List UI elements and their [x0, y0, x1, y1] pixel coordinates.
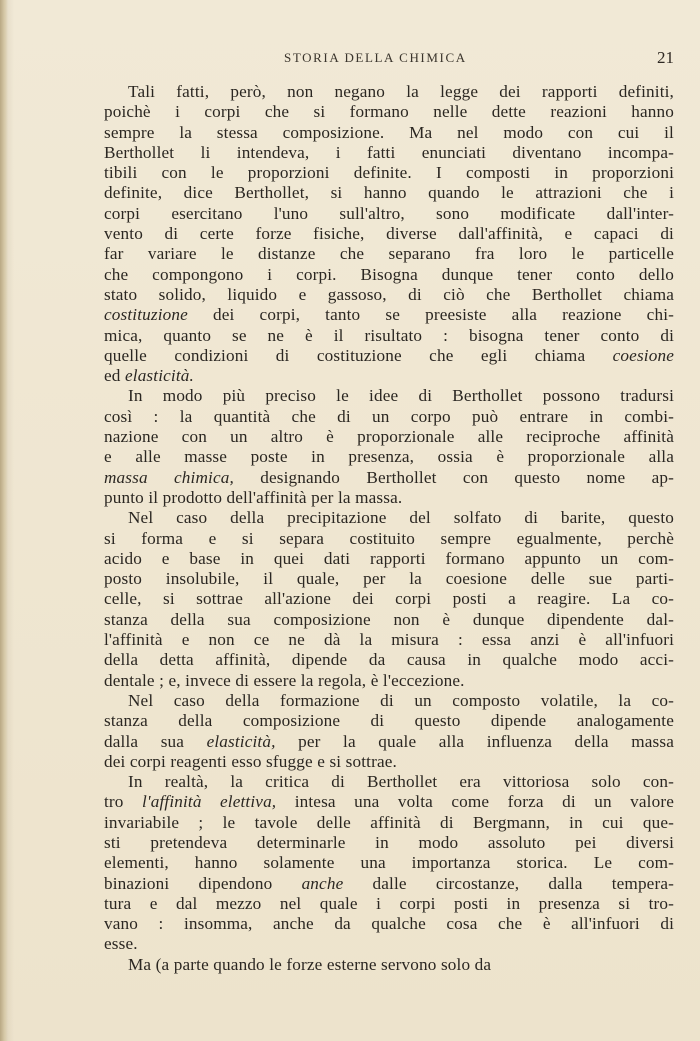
- text-line: [104, 772, 674, 792]
- text-line: [104, 102, 674, 122]
- text-line: [104, 650, 674, 670]
- text-run: così : la quantità che di un corpo può entrare in combi-: [104, 406, 674, 426]
- text-line: [104, 447, 674, 467]
- text-line: [104, 792, 674, 812]
- text-line: [104, 468, 674, 488]
- page-gutter-shadow: [0, 0, 8, 1041]
- text-run: celle, si sottrae all'azione dei corpi posti a reagire. La co-: [104, 589, 674, 609]
- text-run: dei corpi, tanto se preesiste alla reazione chi-: [187, 305, 674, 325]
- text-run: posto insolubile, il quale, per la coesione delle sue parti-: [104, 569, 674, 589]
- text-line: [104, 589, 674, 609]
- text-run: tibili con le proporzioni definite. I composti in proporzioni: [104, 163, 674, 183]
- text-line: [104, 610, 674, 630]
- paragraph: [104, 82, 674, 386]
- text-run: Berthollet li intendeva, i fatti enunciati diventano incompa-: [104, 142, 674, 162]
- text-line: [104, 732, 674, 752]
- text-line: [104, 427, 674, 447]
- text-run: definite, dice Berthollet, si hanno quando le attrazioni che i: [104, 183, 674, 203]
- italic-term: massa chimica,: [104, 467, 234, 487]
- text-run: Nel caso della precipitazione del solfato di barite, questo: [128, 508, 674, 528]
- text-run: dentale ; e, invece di essere la regola, è l'eccezione.: [104, 670, 465, 690]
- text-run: si forma e si separa costituito sempre egualmente, perchè: [104, 528, 674, 548]
- text-run: stanza della sua composizione non è dunque dipendente dal-: [104, 609, 674, 629]
- text-line: [104, 569, 674, 589]
- text-run: tro: [104, 792, 142, 812]
- italic-term: anche: [301, 873, 344, 893]
- text-line: [104, 386, 674, 406]
- text-run: acido e base in quei dati rapporti formano appunto un com-: [104, 548, 674, 568]
- text-line: [104, 752, 674, 772]
- text-run: In realtà, la critica di Berthollet era vittoriosa solo con-: [128, 772, 674, 792]
- italic-term: l'affinità elettiva,: [141, 792, 277, 812]
- text-line: [104, 143, 674, 163]
- text-run: elementi, hanno solamente una importanza storica. Le com-: [104, 853, 674, 873]
- text-run: esse.: [104, 934, 138, 954]
- text-line: [104, 894, 674, 914]
- text-run: punto il prodotto dell'affinità per la massa.: [104, 487, 403, 507]
- text-run: tura e dal mezzo nel quale i corpi posti in presenza si tro-: [104, 893, 674, 913]
- text-run: sti pretendeva determinarle in modo assoluto pei diversi: [104, 832, 674, 852]
- text-line: [104, 671, 674, 691]
- text-run: stato solido, liquido e gassoso, di ciò che Berthollet chiama: [104, 284, 674, 304]
- text-line: [104, 244, 674, 264]
- text-line: [104, 914, 674, 934]
- text-line: [104, 204, 674, 224]
- text-run: mica, quanto se ne è il risultato : bisogna tener conto di: [104, 325, 674, 345]
- text-line: [104, 508, 674, 528]
- paragraph: [104, 772, 674, 955]
- text-line: [104, 285, 674, 305]
- text-line: [104, 529, 674, 549]
- text-run: far variare le distanze che separano fra loro le particelle: [104, 244, 674, 264]
- text-run: e alle masse poste in presenza, ossia è proporzionale alla: [104, 447, 674, 467]
- text-run: vento di certe forze fisiche, diverse dall'affinità, e capaci di: [104, 224, 674, 244]
- text-run: Tali fatti, però, non negano la legge dei rapporti definiti,: [128, 82, 674, 101]
- text-line: [104, 874, 674, 894]
- body-text: [104, 82, 674, 975]
- running-title: STORIA DELLA CHIMICA: [284, 50, 467, 65]
- text-run: dalla sua: [104, 731, 207, 751]
- running-header: [104, 50, 674, 70]
- text-line: [104, 326, 674, 346]
- paragraph: [104, 691, 674, 772]
- text-run: designando Berthollet con questo nome ap-: [233, 467, 674, 487]
- text-run: dalle circostanze, dalla tempera-: [343, 873, 674, 893]
- italic-term: elasticità,: [206, 731, 276, 751]
- text-line: [104, 630, 674, 650]
- italic-term: costituzione: [104, 305, 188, 325]
- text-line: [104, 346, 674, 366]
- text-line: [104, 833, 674, 853]
- text-line: [104, 853, 674, 873]
- page-number: 21: [657, 48, 674, 67]
- text-line: [104, 224, 674, 244]
- text-run: ed: [104, 366, 125, 386]
- text-run: dei corpi reagenti esso sfugge e si sottrae.: [104, 751, 397, 771]
- paragraph: [104, 508, 674, 691]
- text-line: [104, 955, 674, 975]
- text-run: Ma (a parte quando le forze esterne servono solo da: [128, 954, 492, 974]
- text-run: intesa una volta come forza di un valore: [276, 792, 674, 812]
- paragraph: [104, 955, 674, 975]
- text-run: invariabile ; le tavole delle affinità di Bergmann, in cui que-: [104, 812, 674, 832]
- text-run: corpi esercitano l'uno sull'altro, sono modificate dall'inter-: [104, 203, 674, 223]
- text-run: per la quale alla influenza della massa: [275, 731, 674, 751]
- text-run: nazione con un altro è proporzionale alle reciproche affinità: [104, 427, 674, 447]
- italic-term: coesione: [612, 345, 674, 365]
- text-run: vano : insomma, anche da qualche cosa che è all'infuori di: [104, 914, 674, 934]
- text-line: [104, 305, 674, 325]
- text-line: [104, 711, 674, 731]
- text-run: della detta affinità, dipende da causa in qualche modo acci-: [104, 650, 674, 670]
- text-line: [104, 691, 674, 711]
- text-line: [104, 123, 674, 143]
- text-line: [104, 366, 674, 386]
- text-run: Nel caso della formazione di un composto volatile, la co-: [128, 690, 674, 710]
- text-run: In modo più preciso le idee di Berthollet possono tradursi: [128, 386, 674, 406]
- italic-term: elasticità.: [124, 366, 194, 386]
- text-run: binazioni dipendono: [104, 873, 302, 893]
- text-line: [104, 813, 674, 833]
- text-line: [104, 488, 674, 508]
- text-run: poichè i corpi che si formano nelle dette reazioni hanno: [104, 102, 674, 122]
- text-line: [104, 549, 674, 569]
- text-line: [104, 163, 674, 183]
- text-line: [104, 183, 674, 203]
- text-run: quelle condizioni di costituzione che egli chiama: [104, 345, 613, 365]
- text-run: l'affinità e non ce ne dà la misura : essa anzi è all'infuori: [104, 630, 674, 650]
- paragraph: [104, 386, 674, 508]
- text-line: [104, 82, 674, 102]
- text-line: [104, 265, 674, 285]
- text-line: [104, 407, 674, 427]
- text-run: stanza della composizione di questo dipende analogamente: [104, 711, 674, 731]
- text-line: [104, 934, 674, 954]
- text-run: che compongono i corpi. Bisogna dunque tener conto dello: [104, 264, 674, 284]
- text-run: sempre la stessa composizione. Ma nel modo con cui il: [104, 122, 674, 142]
